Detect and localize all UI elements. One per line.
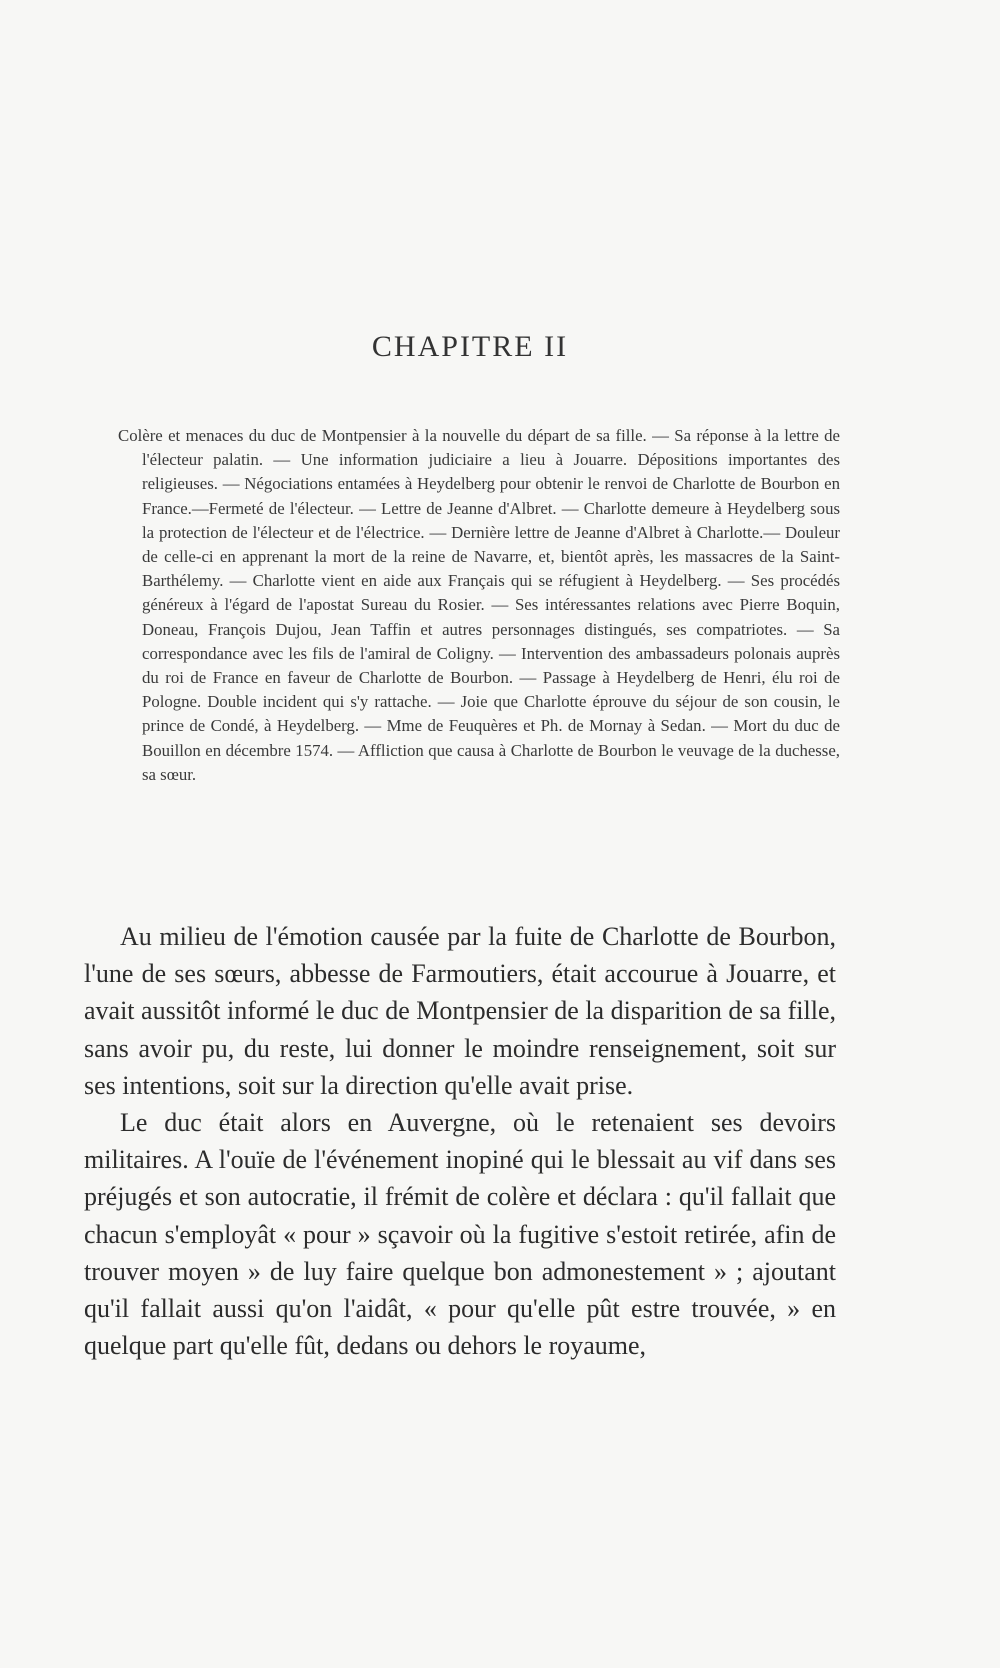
body-text xyxy=(84,918,836,1364)
paragraph-2: Le duc était alors en Auvergne, où le retenaient ses devoirs militaires. A l'ouïe de l'événement inopiné qui le blessait au vif dans ses préjugés et son autocratie, il frémit de colère et déclara : qu'il fallait que chacun s'employât « pour » sçavoir où la fugitive s'estoit retirée, afin de trouver moyen » de luy faire quelque bon admonestement » ; ajoutant qu'il fallait aussi qu'on l'aidât, « pour qu'elle pût estre trouvée, » en quelque part qu'elle fût, dedans ou dehors le royaume, xyxy=(84,1108,836,1361)
chapter-title: CHAPITRE II xyxy=(371,330,569,363)
chapter-summary: Colère et menaces du duc de Montpensier à la nouvelle du départ de sa fille. — Sa réponse à la lettre de l'électeur palatin. — Une information judiciaire a lieu à Jouarre. Dépositions importantes des religieuses. — Négociations entamées à Heydelberg pour obtenir le renvoi de Charlotte de Bourbon en France.—Fermeté de l'électeur. — Lettre de Jeanne d'Albret. — Charlotte demeure à Heydelberg sous la protection de l'électeur et de l'électrice. — Dernière lettre de Jeanne d'Albret à Charlotte.— Douleur de celle-ci en apprenant la mort de la reine de Navarre, et, bientôt après, les massacres de la Saint-Barthélemy. — Charlotte vient en aide aux Français qui se réfugient à Heydelberg. — Ses procédés généreux à l'égard de l'apostat Sureau du Rosier. — Ses intéressantes relations avec Pierre Boquin, Doneau, François Dujou, Jean Taffin et autres personnages distingués, ses compatriotes. — Sa correspondance avec les fils de l'amiral de Coligny. — Intervention des ambassadeurs polonais auprès du roi de France en faveur de Charlotte de Bourbon. — Passage à Heydelberg de Henri, élu roi de Pologne. Double incident qui s'y rattache. — Joie que Charlotte éprouve du séjour de son cousin, le prince de Condé, à Heydelberg. — Mme de Feuquères et Ph. de Mornay à Sedan. — Mort du duc de Bouillon en décembre 1574. — Affliction que causa à Charlotte de Bourbon le veuvage de la duchesse, sa sœur. xyxy=(118,426,840,784)
paragraph-1: Au milieu de l'émotion causée par la fuite de Charlotte de Bourbon, l'une de ses sœurs, abbesse de Farmoutiers, était accourue à Jouarre, et avait aussitôt informé le duc de Montpensier de la disparition de sa fille, sans avoir pu, du reste, lui donner le moindre renseignement, soit sur ses intentions, soit sur la direction qu'elle avait prise. xyxy=(84,922,836,1100)
